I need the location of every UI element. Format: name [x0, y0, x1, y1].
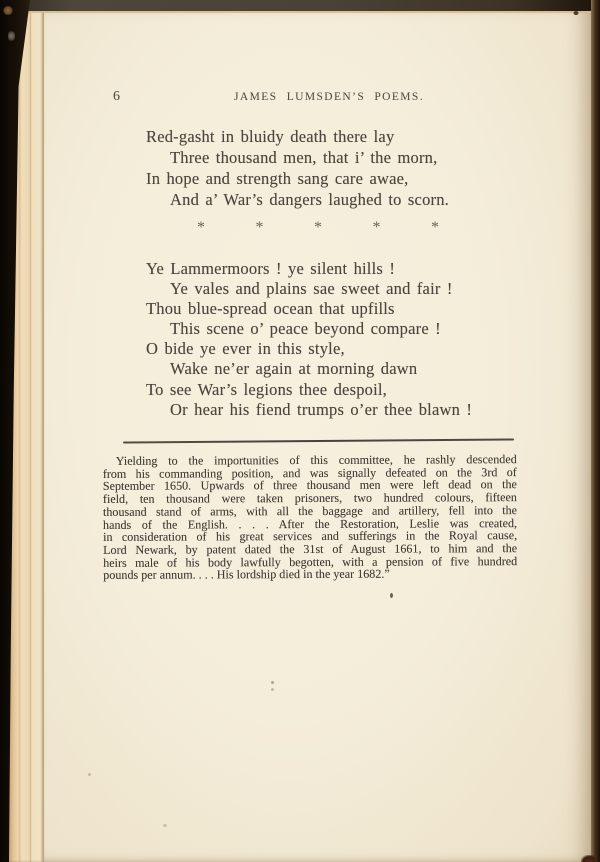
footnote-line: thousand stand of arms, with all the baggage and artillery, fell into the — [102, 502, 517, 519]
footnote-line: hands of the English. . . . After the Restoration, Leslie was created, — [102, 515, 518, 532]
poem-line: Red-gasht in bluidy death there lay — [146, 127, 395, 146]
poem-line: O bide ye ever in this style, — [146, 339, 345, 359]
footnote-line: heirs male of his body lawfully begotten, with a pension of five hundred — [103, 553, 518, 570]
footnote — [103, 453, 518, 582]
footnote-line: in consideration of his great services and sufferings in the Royal cause, — [103, 528, 518, 545]
poem-line: And a’ War’s dangers laughed to scorn. — [170, 190, 449, 209]
footnote-line: pounds per annum. . . . His lordship died in the year 1682.” — [103, 566, 390, 583]
poem-line: In hope and strength sang care awae, — [146, 169, 409, 188]
poem-line: Ye Lammermoors ! ye silent hills ! — [146, 259, 396, 278]
poem-line: Thou blue-spread ocean that upfills — [146, 299, 395, 319]
asterisk: * — [372, 219, 381, 236]
poem-line: Three thousand men, that i’ the morn, — [170, 148, 438, 167]
asterisk: * — [255, 219, 264, 236]
poem-line: Ye vales and plains sae sweet and fair ! — [170, 279, 453, 299]
poem-line: Wake ne’er again at morning dawn — [170, 359, 418, 379]
running-title: JAMES LUMSDEN’S POEMS. — [234, 91, 425, 103]
poem-stanza-1 — [146, 126, 449, 210]
asterisk-separator — [197, 219, 439, 237]
poem-line: This scene o’ peace beyond compare ! — [170, 319, 441, 339]
footnote-line: Yielding to the importunities of this committee, he rashly descended — [115, 452, 517, 468]
footnote-line: September 1650. Upwards of three thousand men were left dead on the — [102, 477, 517, 494]
footnote-line: from his commanding position, and was signally defeated on the 3rd of — [102, 464, 517, 481]
asterisk: * — [431, 219, 439, 236]
asterisk: * — [314, 219, 322, 236]
poem-line: To see War’s legions thee despoil, — [146, 379, 387, 399]
footnote-line: field, ten thousand were taken prisoners, two hundred colours, fifteen — [102, 490, 517, 507]
poem-stanza-2 — [146, 259, 472, 420]
asterisk: * — [197, 219, 205, 236]
page-number: 6 — [113, 89, 120, 104]
footnote-line: Lord Newark, by patent dated the 31st of August 1661, to him and the — [103, 541, 518, 557]
poem-line: Or hear his fiend trumps o’er thee blawn ! — [170, 399, 473, 419]
footnote-rule — [123, 438, 514, 443]
